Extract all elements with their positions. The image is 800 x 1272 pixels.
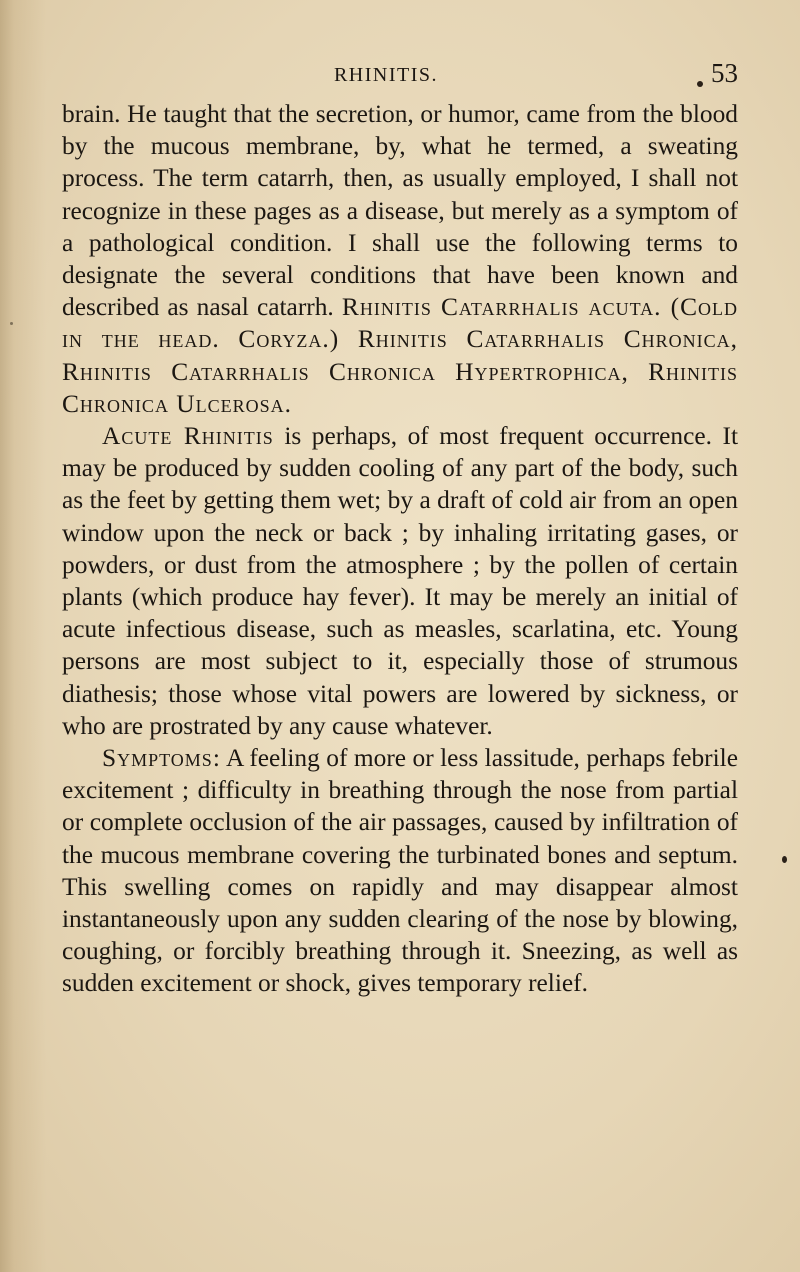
body-text — [62, 98, 738, 1000]
symptoms-text: A feeling of more or less lassitude, perhaps febrile excitement ; difficulty in breathing through the nose from partial or complete occlusion of the air passages, caused by infiltration of the mucous membrane covering the turbinated bones and septum. This swelling comes on rapidly and may disappear almost instantaneously upon any sudden clearing of the nose by blowing, coughing, or forcibly breathing through it. Sneezing, as well as sudden excitement or shock, gives temporary relief. — [62, 744, 738, 998]
running-head — [62, 58, 738, 98]
paragraph-1-text: brain. He taught that the secretion, or humor, came from the blood by the mucous membrane, by, what he termed, a sweating process. The term catarrh, then, as usually employed, I shall not recognize in these pages as a disease, but merely as a symptom of a pathological condition. I shall use the following terms to designate the several conditions that have been known and described as nasal catarrh. — [62, 100, 738, 322]
paragraph-acute-rhinitis — [62, 420, 738, 742]
ink-speck — [697, 81, 703, 87]
page-number: 53 — [711, 58, 738, 88]
symptoms-heading: Symptoms: — [102, 744, 221, 773]
ink-speck — [10, 322, 13, 325]
book-page — [62, 58, 738, 1000]
ink-speck — [782, 856, 787, 863]
paragraph-symptoms — [62, 742, 738, 1000]
acute-rhinitis-heading: Acute Rhinitis — [102, 422, 274, 451]
running-title: RHINITIS. — [333, 64, 439, 86]
rhinitis-terms-list: Rhinitis Catarrhalis acuta. (Cold in the head. Coryza.) Rhinitis Catarrhalis Chronica, Rhinitis Catarrhalis Chronica Hypertrophica, Rhinitis Chronica Ulcerosa. — [62, 293, 738, 418]
acute-rhinitis-text: is perhaps, of most frequent occurrence. It may be produced by sudden cooling of any part of the body, such as the feet by getting them wet; by a draft of cold air from an open window upon the neck or back ; by inhaling irritating gases, or powders, or dust from the atmosphere ; by the pollen of certain plants (which produce hay fever). It may be merely an initial of acute infectious disease, such as measles, scarlatina, etc. Young persons are most subject to it, especially those of strumous diathesis; those whose vital powers are lowered by sickness, or who are prostrated by any cause whatever. — [62, 422, 738, 740]
paragraph-1 — [62, 98, 738, 420]
